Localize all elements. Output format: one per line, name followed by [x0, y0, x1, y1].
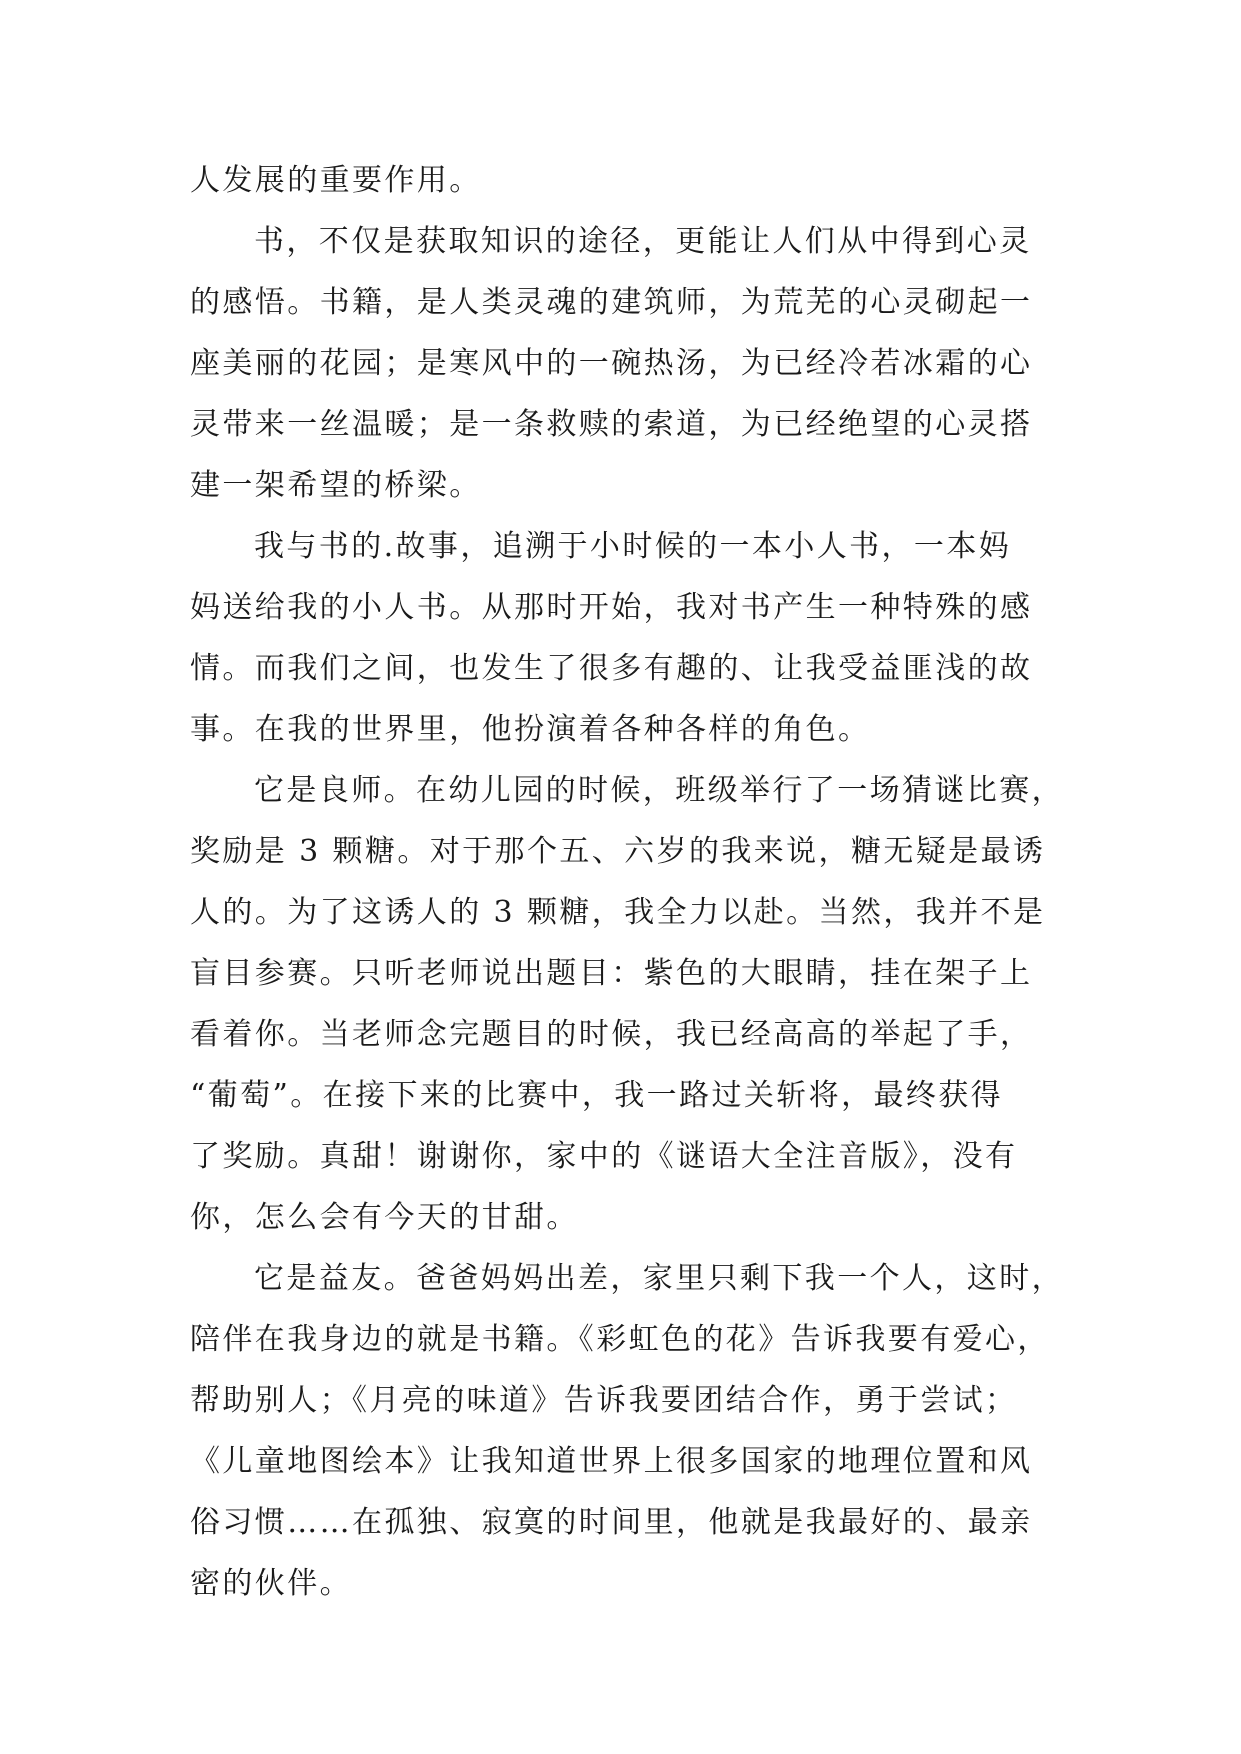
text-line: 的感悟。书籍，是人类灵魂的建筑师，为荒芜的心灵砌起一 — [190, 285, 1033, 320]
text-line: 妈送给我的小人书。从那时开始，我对书产生一种特殊的感 — [190, 590, 1033, 625]
text-line: 它是益友。爸爸妈妈出差，家里只剩下我一个人，这时， — [254, 1261, 1064, 1296]
paragraph — [190, 1248, 1064, 1614]
text-line: 情。而我们之间，也发生了很多有趣的、让我受益匪浅的故 — [190, 651, 1033, 686]
paragraph — [190, 150, 1050, 211]
text-line: 你，怎么会有今天的甘甜。 — [190, 1200, 579, 1235]
text-line: 座美丽的花园；是寒风中的一碗热汤，为已经冷若冰霜的心 — [190, 346, 1033, 381]
text-line: 它是良师。在幼儿园的时候，班级举行了一场猜谜比赛， — [254, 773, 1064, 808]
text-line: 看着你。当老师念完题目的时候，我已经高高的举起了手， — [190, 1017, 1033, 1052]
text-line: 书，不仅是获取知识的途径，更能让人们从中得到心灵 — [254, 224, 1032, 259]
text-line: 人发展的重要作用。 — [190, 163, 482, 198]
text-line: 俗习惯……在孤独、寂寞的时间里，他就是我最好的、最亲 — [190, 1505, 1033, 1540]
body-text — [190, 150, 1064, 1614]
text-line: 了奖励。真甜！谢谢你，家中的《谜语大全注音版》，没有 — [190, 1139, 1018, 1174]
paragraph — [190, 760, 1064, 1248]
text-line: 《儿童地图绘本》让我知道世界上很多国家的地理位置和风 — [190, 1444, 1033, 1479]
text-line: “葡萄”。在接下来的比赛中，我一路过关斩将，最终获得 — [190, 1078, 1004, 1113]
text-line: 建一架希望的桥梁。 — [190, 468, 482, 503]
text-line: 帮助别人；《月亮的味道》告诉我要团结合作，勇于尝试； — [190, 1383, 1018, 1418]
text-line: 盲目参赛。只听老师说出题目：紫色的大眼睛，挂在架子上 — [190, 956, 1033, 991]
paragraph — [190, 211, 1050, 516]
text-line: 灵带来一丝温暖；是一条救赎的索道，为已经绝望的心灵搭 — [190, 407, 1033, 442]
text-line: 密的伙伴。 — [190, 1566, 352, 1601]
text-line: 我与书的.故事，追溯于小时候的一本小人书，一本妈 — [254, 529, 1012, 564]
text-line: 人的。为了这诱人的 3 颗糖，我全力以赴。当然，我并不是 — [190, 895, 1046, 930]
text-line: 奖励是 3 颗糖。对于那个五、六岁的我来说，糖无疑是最诱 — [190, 834, 1046, 869]
paragraph — [190, 516, 1050, 760]
text-line: 事。在我的世界里，他扮演着各种各样的角色。 — [190, 712, 871, 747]
text-line: 陪伴在我身边的就是书籍。《彩虹色的花》告诉我要有爱心， — [190, 1322, 1050, 1357]
